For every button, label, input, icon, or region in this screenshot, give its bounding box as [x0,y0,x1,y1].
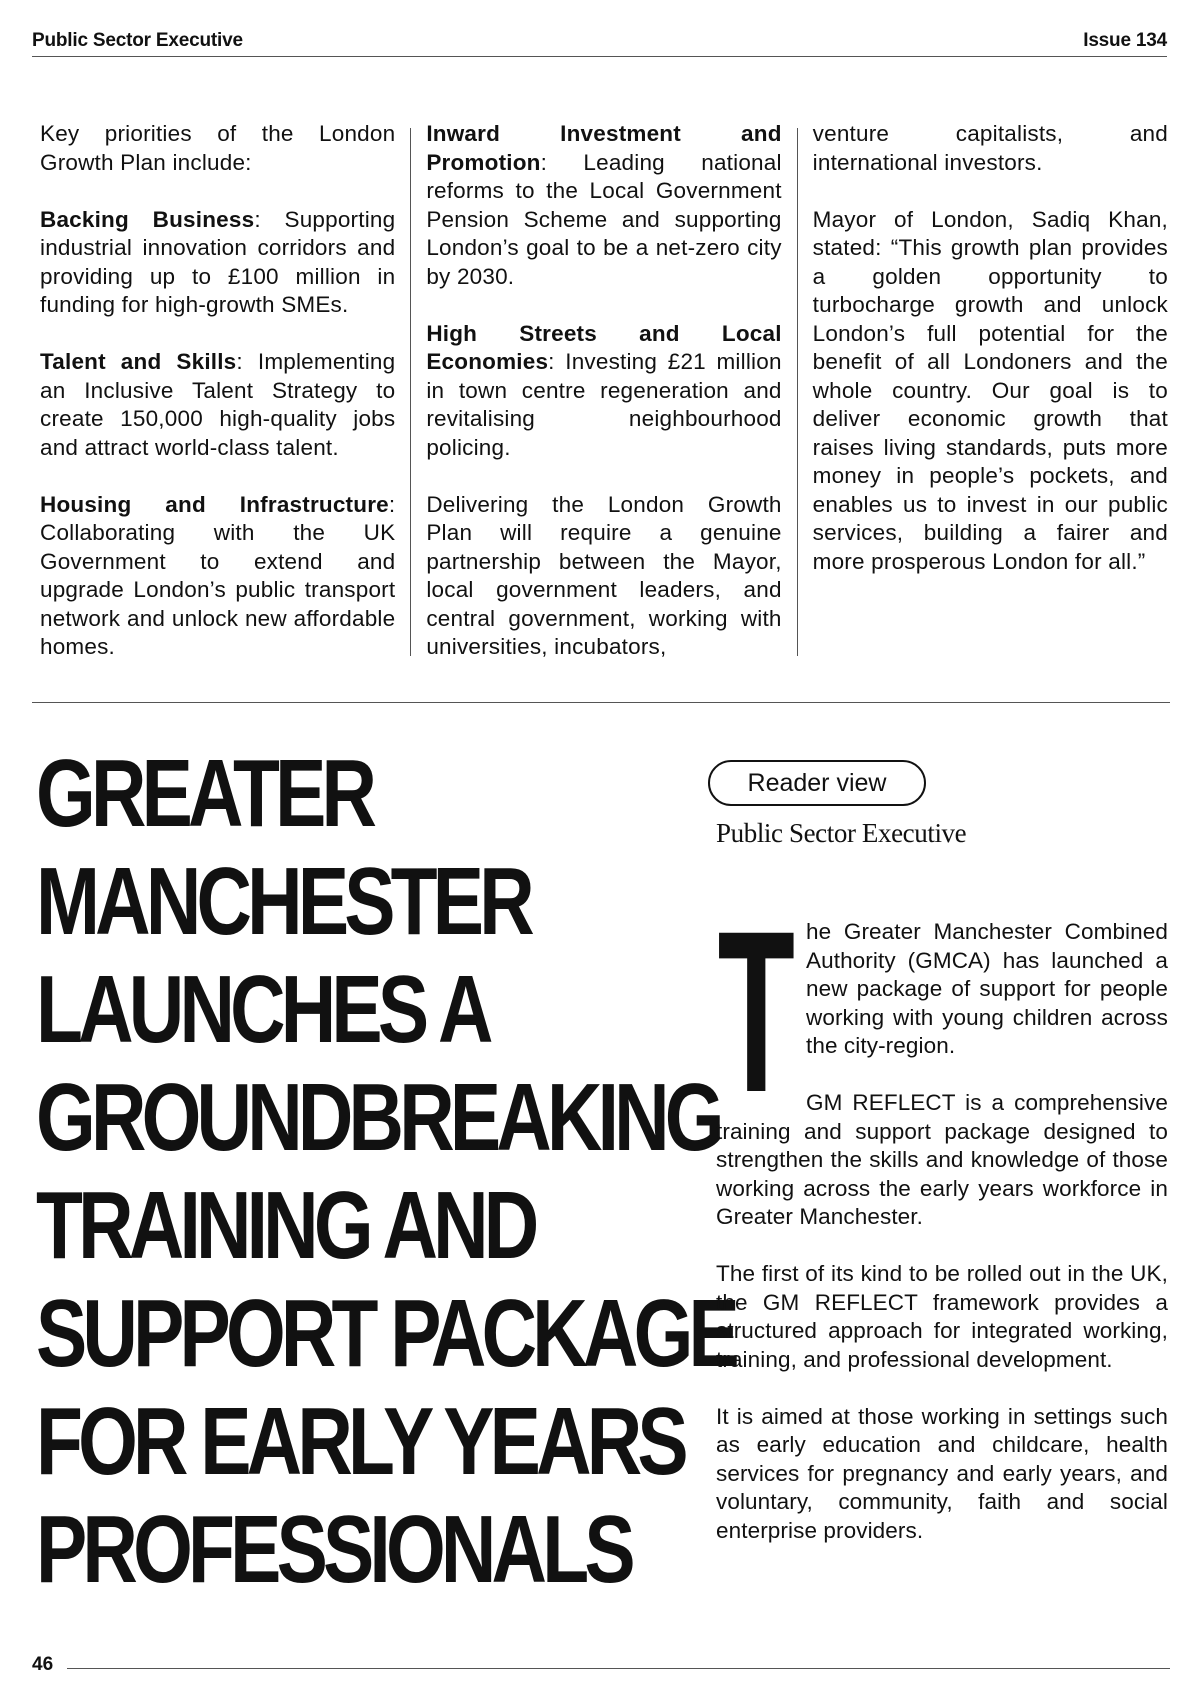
col2-paragraph-inward-investment [426,120,781,291]
col1-p1-text: : Supporting industrial innovation corridors and providing up to £100 million in funding for high-growth SMEs. [40,206,396,317]
col1-p2-text: : Implementing an Inclusive Talent Strategy to create 150,000 high-quality jobs and attract world-class talent. [40,349,396,460]
publication-name: Public Sector Executive [32,30,243,51]
headline-line: GREATER [36,740,373,847]
col2-paragraph-delivering: Delivering the London Growth Plan will require a genuine partnership between the Mayor, local government leaders, and central government, working with universities, incubators, [426,491,782,659]
col1-paragraph-backing-business [40,206,395,320]
column-divider-1 [410,128,411,656]
issue-number: Issue 134 [1083,30,1167,51]
column-1 [40,120,396,659]
headline-line: GROUNDBREAKING [36,1064,720,1171]
article-body [716,883,1168,1574]
page-number: 46 [32,1654,54,1675]
headline-line: FOR EARLY YEARS [36,1388,684,1495]
continued-article-columns [40,120,1168,659]
col2-paragraph-high-streets [426,320,781,463]
headline-line: TRAINING AND [36,1172,535,1279]
article-paragraph-4: It is aimed at those working in settings such as early education and childcare, health services for pregnancy and early years, and voluntary, community, faith and social enterprise providers. [716,1403,1168,1543]
headline-line: SUPPORT PACKAGE [36,1280,735,1387]
col1-p3-title: Housing and Infrastructure [40,491,389,517]
column-2 [426,120,782,659]
column-divider-2 [797,128,798,656]
drop-cap [716,883,796,1140]
col1-p2-title: Talent and Skills [40,349,237,374]
col1-p3-text: : Collaborating with the UK Government to extend and upgrade London’s public transport network and unlock new affordable homes. [40,491,396,659]
headline-line: LAUNCHES A [36,956,489,1063]
article-paragraph-1: he Greater Manchester Combined Authority (GMCA) has launched a new package of support for people working with young children across the city-region. [806,919,1168,1058]
col1-paragraph-housing [40,491,395,662]
footer-rule [67,1668,1170,1669]
col2-p1-title: Inward Investment and Promotion [426,121,782,175]
headline-line: PROFESSIONALS [36,1496,631,1603]
col2-p2-title: High Streets and Local Economies [426,320,782,374]
drop-cap-letter: T [717,883,795,1140]
page-footer [32,1654,1170,1676]
col1-paragraph-talent-skills [40,348,395,462]
brand-wordmark: Public Sector Executive [716,818,967,848]
headline-line: MANCHESTER [36,848,530,955]
col3-paragraph-investors: venture capitalists, and international investors. [812,121,1168,175]
page-header [32,30,1167,57]
col1-p1-title: Backing Business [40,206,255,232]
col3-paragraph-mayor-quote: Mayor of London, Sadiq Khan, stated: “This growth plan provides a golden opportunity to turbocharge growth and unlock London’s full potential for the benefit of all Londoners and the whole country. Our goal is to deliver economic growth that raises living standards, puts more money in people’s pockets, and enables us to invest in our public services, building a fairer and more prosperous London for all.” [812,206,1168,574]
col2-p1-text: : Leading national reforms to the Local Government Pension Scheme and supporting London’s goal to be a net-zero city by 2030. [426,149,782,289]
article-paragraph-2: GM REFLECT is a comprehensive training and support package designed to strengthen the skills and knowledge of those working across the early years workforce in Greater Manchester. [716,1090,1168,1229]
col1-intro: Key priorities of the London Growth Plan include: [40,121,396,175]
article-paragraph-3: The first of its kind to be rolled out in the UK, the GM REFLECT framework provides a structured approach for integrated working, training, and professional development. [716,1261,1168,1372]
section-divider [32,702,1170,703]
reader-view-button[interactable]: Reader view [708,760,926,806]
column-3 [813,120,1168,656]
article-headline [36,740,735,1604]
col2-p2-text: : Investing £21 million in town centre regeneration and revitalising neighbourhood policing. [426,349,782,460]
